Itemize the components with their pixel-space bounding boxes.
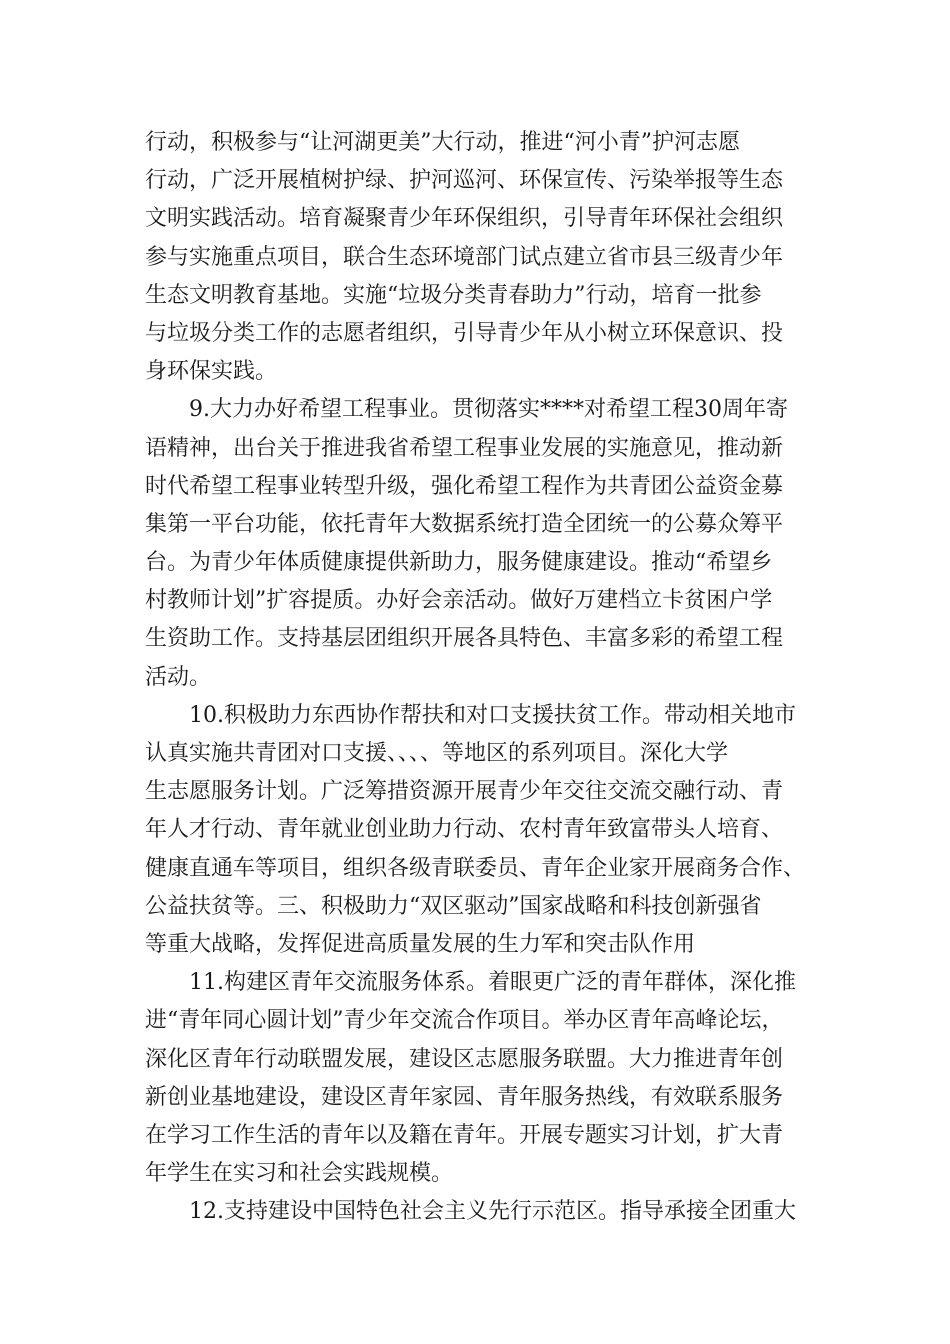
text-line: 集第一平台功能，依托青年大数据系统打造全团统一的公募众筹平: [145, 511, 784, 537]
text-line: 参与实施重点项目，联合生态环境部门试点建立省市县三级青少年: [145, 244, 784, 270]
text-line: 身环保实践。: [145, 359, 278, 385]
paragraph-first-line: 9.大力办好希望工程事业。贯彻落实****对希望工程30周年寄: [189, 397, 788, 423]
text-line: 深化区青年行动联盟发展，建设区志愿服务联盟。大力推进青年创: [145, 1046, 784, 1072]
text-line: 新创业基地建设，建设区青年家园、青年服务热线，有效联系服务: [145, 1084, 784, 1110]
text-line: 生资助工作。支持基层团组织开展各具特色、丰富多彩的希望工程: [145, 626, 784, 652]
text-line: 年学生在实习和社会实践规模。: [145, 1161, 454, 1187]
text-line: 年人才行动、青年就业创业助力行动、农村青年致富带头人培育、: [145, 817, 784, 843]
document-body: [145, 124, 815, 1231]
text-line: 公益扶贫等。三、积极助力“双区驱动”国家战略和科技创新强省: [145, 893, 762, 919]
text-line: 村教师计划”扩容提质。办好会亲活动。做好万建档立卡贫困户学: [145, 588, 773, 614]
text-line: 生态文明教育基地。实施“垃圾分类青春助力”行动，培育一批参: [145, 282, 762, 308]
text-line: 健康直通车等项目，组织各级青联委员、青年企业家开展商务合作、: [145, 855, 806, 881]
paragraph-first-line: 11.构建区青年交流服务体系。着眼更广泛的青年群体，深化推: [189, 970, 796, 996]
text-line: 生志愿服务计划。广泛筹措资源开展青少年交往交流交融行动、青: [145, 779, 784, 805]
text-line: 进“青年同心圆计划”青少年交流合作项目。举办区青年高峰论坛，: [145, 1008, 784, 1034]
text-line: 行动，积极参与“让河湖更美”大行动，推进“河小青”护河志愿: [145, 130, 740, 155]
text-line: 认真实施共青团对口支援、、、、等地区的系列项目。深化大学: [145, 741, 729, 766]
text-line: 行动，广泛开展植树护绿、护河巡河、环保宣传、污染举报等生态: [145, 168, 784, 194]
paragraph-first-line: 12.支持建设中国特色社会主义先行示范区。指导承接全团重大: [189, 1199, 796, 1225]
text-line: 文明实践活动。培育凝聚青少年环保组织，引导青年环保社会组织: [145, 206, 784, 232]
text-line: 活动。: [145, 664, 212, 690]
text-line: 在学习工作生活的青年以及籍在青年。开展专题实习计划，扩大青: [145, 1122, 784, 1148]
text-line: 时代希望工程事业转型升级，强化希望工程作为共青团公益资金募: [145, 473, 784, 499]
paragraph-first-line: 10.积极助力东西协作帮扶和对口支援扶贫工作。带动相关地市: [189, 702, 796, 728]
text-line: 与垃圾分类工作的志愿者组织，引导青少年从小树立环保意识、投: [145, 320, 784, 346]
text-line: 等重大战略，发挥促进高质量发展的生力军和突击队作用: [145, 931, 696, 957]
text-line: 台。为青少年体质健康提供新助力，服务健康建设。推动“希望乡: [145, 550, 773, 576]
text-line: 语精神，出台关于推进我省希望工程事业发展的实施意见，推动新: [145, 435, 784, 461]
